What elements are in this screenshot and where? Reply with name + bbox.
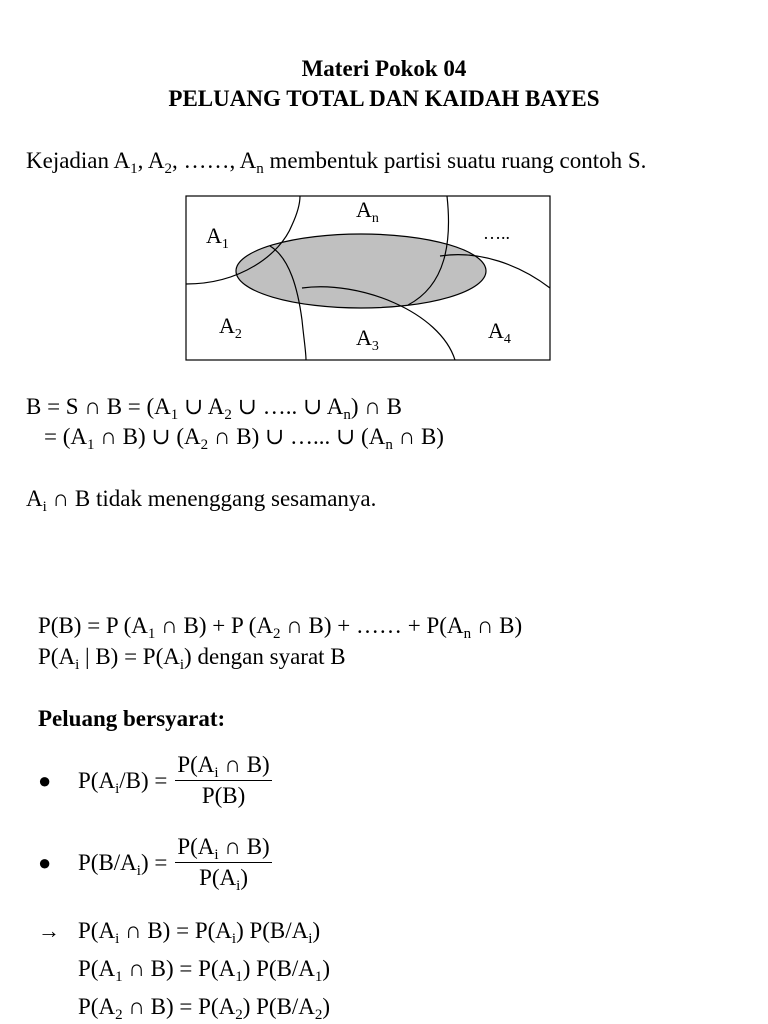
intro-text: Kejadian $A_1$, $A_2$, ……, $A_n$ membentuk partisi suatu ruang contoh S. <box>26 148 647 177</box>
formula-1-fraction <box>175 752 271 809</box>
conditional-condition-line: $P(A_i$ | $B) = P(A_i)$ dengan syarat B <box>38 644 346 673</box>
diagram-label-dots: ….. <box>483 223 510 243</box>
result-line-i: → $P(A_i$ ∩ $B) = P(A_i)$ $P(B/A_i)$ <box>38 918 321 947</box>
bullet-icon: ● <box>38 767 52 793</box>
formula-2-denominator: $P(A_i)$ <box>199 865 248 894</box>
result-line-2: $P(A_2$ ∩ $B) = P(A_2)$ $P(B/A_2)$ <box>78 994 331 1023</box>
title-line-2: PELUANG TOTAL DAN KAIDAH BAYES <box>168 86 600 111</box>
formula-2-fraction <box>175 834 271 894</box>
diagram-label-a2: $A_2$ <box>219 313 242 342</box>
diagram-label-a3: $A_3$ <box>356 325 379 354</box>
disjoint-statement: $A_i$ ∩ B tidak menenggang sesamanya. <box>26 486 377 515</box>
equation-b-union: B = S ∩ $B = (A_1$ ∪ $A_2$ ∪ ….. ∪ $A_n$) ∩ B <box>26 394 402 423</box>
diagram-label-a1: $A_1$ <box>206 223 229 252</box>
result-line-1: $P(A_1$ ∩ $B) = P(A_1)$ $P(B/A_1)$ <box>78 956 331 985</box>
title-line-1: Materi Pokok 04 <box>301 56 467 81</box>
formula-1-denominator: P(B) <box>201 783 246 808</box>
arrow-right-icon: → <box>38 918 60 943</box>
formula-conditional-b-given-ai <box>38 834 272 894</box>
total-probability-formula: P(B) = P ($A_1$ ∩ B) + P ($A_2$ ∩ B) + …… + $P(A_n$ ∩ B) <box>38 613 523 642</box>
formula-conditional-ai-given-b <box>38 752 272 809</box>
event-b-ellipse <box>236 234 486 308</box>
bullet-icon: ● <box>38 849 52 875</box>
formula-2-numerator: $P(A_i$ ∩ B) <box>177 834 270 863</box>
partition-diagram <box>0 0 768 380</box>
formula-1-numerator: $P(A_i$ ∩ B) <box>177 752 270 781</box>
equation-b-intersections: = ($A_1$ ∩ B) ∪ ($A_2$ ∩ B) ∪ …... ∪ ($A_n$ ∩ B) <box>44 424 444 453</box>
diagram-label-a4: $A_4$ <box>488 318 511 347</box>
conditional-heading: Peluang bersyarat: <box>38 706 226 731</box>
formula-1-lhs: $P(A_i/B)$ = <box>78 767 168 797</box>
diagram-label-an: $A_n$ <box>356 197 379 226</box>
formula-2-lhs: $P(B/A_i)$ = <box>78 849 168 879</box>
